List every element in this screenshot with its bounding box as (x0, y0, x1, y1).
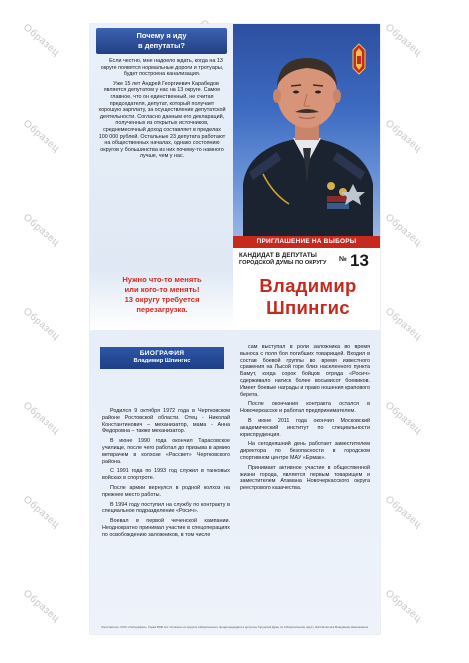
slogan-panel (90, 269, 233, 329)
watermark-text: Образец (382, 494, 424, 531)
biography-section (90, 330, 380, 634)
bio-left-paragraph-4: После армии вернулся в родной колхоз на прежнее место работы. (102, 484, 230, 498)
district-no-sign: № (339, 256, 347, 263)
watermark-text: Образец (382, 588, 424, 625)
bio-left-paragraph-5: В 1994 году поступил на службу по контракту в специальное подразделение «Росич». (102, 501, 230, 515)
candidate-photo (233, 24, 380, 236)
watermark-text: Образец (20, 22, 62, 59)
watermark-text: Образец (382, 400, 424, 437)
bio-right-paragraph-1: сам выступал в роли заложника во время выноса с поля боя погибших товарищей. Входил в состав боевой группы во время известного сражения на Лысой горе близ населенного пункта Бамут, когда сорок бойцов отряда «Росич» сдерживало натиск более восьмисот боевиков. Имеет боевые награды и право ношения крапового берета. (240, 344, 370, 398)
watermark-text: Образец (20, 588, 62, 625)
why-title-line2: в депутаты? (138, 41, 185, 50)
bio-subtitle: Владимир Шпингис (133, 358, 191, 364)
slogan-line3: 13 округу требуется (124, 295, 200, 304)
emblem-icon (353, 44, 365, 74)
why-paragraph-2: Уже 15 лет Андрей Георгиевич Карабедов является депутатом у нас на 13 округе. Самое главное, что он единственный, не считая председателя, депутат, который получает хорошую зарплату, за осуществление депутатской деятельности. Согласно данным его деклараций, полученных из открытых источников, среднемесячный доход составляет в пределах 100 000 рублей. Остальные 23 депутата работают на общественных началах, однако состоянию округов у большинства из них почему-то намного лучше, чем у нас. (98, 80, 226, 160)
bio-right-paragraph-3: В июне 2011 года окончил Московский академический институт по специальности юриспруденция. (240, 417, 370, 438)
why-panel (90, 24, 233, 269)
bio-left-paragraph-1: Родился 9 октября 1972 года в Чертковском районе Ростовской области. Отец - Николай Константинович – механизатор, мама - Анна Федоровна – также механизатор. (102, 408, 230, 435)
bio-left-paragraph-2: В июне 1990 года окончил Тарасовское училище, после чего работал до призыва в армию ветврачем в колхозе «Рассвет» Чертковского района. (102, 438, 230, 465)
candidate-portrait-illustration (233, 24, 380, 236)
candidate-block (233, 250, 380, 330)
why-title (96, 28, 227, 54)
bio-left-paragraph-3: С 1991 года по 1993 год служил в танковых войсках в спортроте. (102, 468, 230, 482)
slogan-line1: Нужно что-то менять (122, 275, 202, 284)
watermark-text: Образец (382, 306, 424, 343)
leaflet-page (90, 24, 380, 634)
bio-heading (100, 347, 224, 369)
bio-right-paragraph-2: После окончания контракта остался в Новочеркасске и работал предпринимателем. (240, 401, 370, 415)
watermark-text: Образец (20, 306, 62, 343)
watermark-text: Образец (382, 118, 424, 155)
why-body (98, 58, 226, 163)
why-paragraph-1: Если честно, мне надоело ждать, когда на 13 округе появятся нормальные дороги и тротуары, будет построена канализация. (100, 58, 224, 78)
bio-right-column (240, 344, 370, 495)
slogan-line2: или кого-то менять! (124, 285, 200, 294)
watermark-text: Образец (20, 118, 62, 155)
bio-title: БИОГРАФИЯ (139, 350, 185, 357)
watermark-text: Образец (20, 212, 62, 249)
bio-right-paragraph-5: Принимает активное участие в общественной жизни города, является первым товарищем и заместителем Атамана Новочеркасского округа реестрового казачества. (240, 464, 370, 492)
bio-left-paragraph-6: Воевал в первой чеченской кампании. Неоднократно принимал участие в спецоперациях по освобождению заложников, в том числе (102, 518, 230, 538)
watermark-text: Образец (382, 212, 424, 249)
district-number: 13 (350, 251, 369, 270)
watermark-text: Образец (20, 400, 62, 437)
imprint-fine-print: Изготовитель: ООО «Типография». Тираж 5000 экз. Оплачено из средств избирательного фонда кандидата в депутаты Городской Думы по избирательному округу №13 Шпингиса Владимира Николаевича. (101, 626, 369, 629)
why-title-line1: Почему я иду (136, 31, 187, 40)
slogan-line4: перезагрузка. (136, 305, 188, 314)
candidate-last-name: Шпингис (266, 297, 350, 318)
candidate-first-name: Владимир (259, 275, 357, 296)
watermark-text: Образец (20, 494, 62, 531)
bio-left-column (102, 408, 230, 542)
candidate-line1: КАНДИДАТ В ДЕПУТАТЫ (239, 252, 317, 259)
watermark-text: Образец (382, 22, 424, 59)
candidate-line2: ГОРОДСКОЙ ДУМЫ ПО ОКРУГУ (239, 260, 327, 266)
slogan (102, 275, 222, 315)
invite-banner: ПРИГЛАШЕНИЕ НА ВЫБОРЫ (233, 236, 380, 248)
bio-right-paragraph-4: На сегодняшний день работает заместителем директора по безопасности в городском спортивном центре МАУ «Ермак». (240, 441, 370, 461)
